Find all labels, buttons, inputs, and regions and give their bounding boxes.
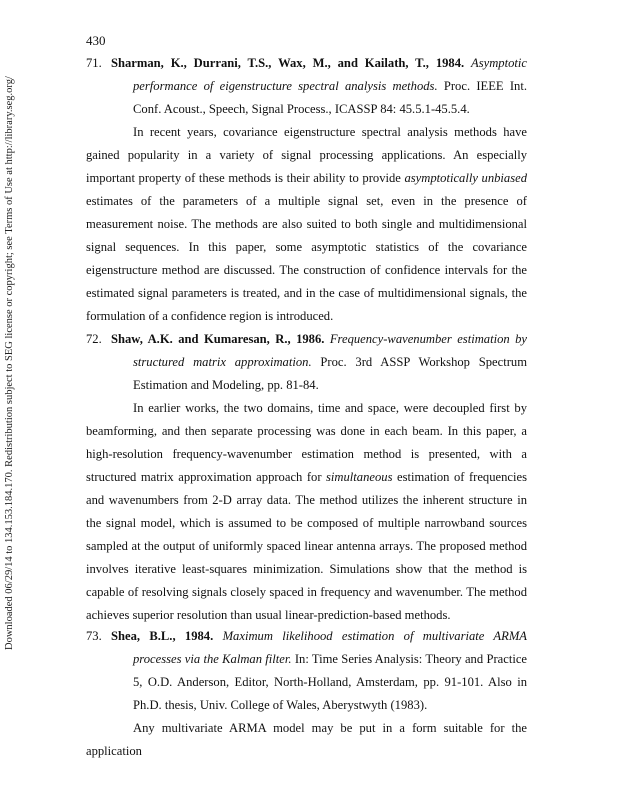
reference-abstract [86,121,527,328]
reference-entry-73 [86,625,527,763]
reference-authors: Shaw, A.K. and Kumaresan, R., 1986. [111,332,325,346]
abstract-text: In recent years, covariance eigenstructure spectral analysis methods have gained popularity in a variety of signal processing applications. An especially important property of these methods is their ability to provide [86,125,527,185]
reference-source: In: Time Series Analysis: Theory and Practice 5, O.D. Anderson, Editor, North-Holland, Amsterdam, pp. 91-101. Also in Ph.D. thesis, Univ. College of Wales, Aberystwyth (1983). [133,652,527,712]
reference-number: 73. [86,629,102,643]
reference-citation [86,328,527,397]
reference-citation [86,625,527,717]
download-watermark: Downloaded 06/29/14 to 134.153.184.170. Redistribution subject to SEG license or copyright; see Terms of Use at http://library.seg.org/ [4,76,15,650]
reference-entry-71 [86,52,527,328]
abstract-text: estimation of frequencies and wavenumbers from 2-D array data. The method utilizes the inherent structure in the signal model, which is assumed to be composed of multiple narrowband sources sampled at the output of uniformly spaced linear antenna arrays. The proposed method involves iterative least-squares minimization. Simulations show that the method is capable of resolving signals closely spaced in frequency and wavenumber. The method achieves superior resolution than usual linear-prediction-based methods. [86,470,527,622]
reference-authors: Shea, B.L., 1984. [111,629,214,643]
abstract-emphasis: simultaneous [326,470,393,484]
reference-abstract [86,717,527,763]
abstract-text: estimates of the parameters of a multiple signal set, even in the presence of measurement noise. The methods are also suited to both single and multidimensional signal sequences. In this paper, some asymptotic statistics of the covariance eigenstructure method are discussed. The construction of confidence intervals for the estimated signal parameters is treated, and in the case of multidimensional signals, the formulation of a confidence region is introduced. [86,194,527,323]
reference-authors: Sharman, K., Durrani, T.S., Wax, M., and Kailath, T., 1984. [111,56,465,70]
reference-title: Frequency-wavenumber estimation by structured matrix approximation. [133,332,527,369]
reference-number: 71. [86,56,102,70]
reference-source: Proc. 3rd ASSP Workshop Spectrum Estimation and Modeling, pp. 81-84. [133,355,528,392]
abstract-text: Any multivariate ARMA model may be put in a form suitable for the application [86,721,527,758]
reference-title: Maximum likelihood estimation of multivariate ARMA processes via the Kalman filter. [133,629,528,666]
abstract-text: In earlier works, the two domains, time and space, were decoupled first by beamforming, and then separate processing was done in each beam. In this paper, a high-resolution frequency-wavenumber estimation method is presented, with a structured matrix approximation approach for [86,401,527,484]
reference-number: 72. [86,332,102,346]
reference-entry-72 [86,328,527,627]
reference-citation [86,52,527,121]
reference-title: Asymptotic performance of eigenstructure spectral analysis methods. [133,56,527,93]
reference-source: Proc. IEEE Int. Conf. Acoust., Speech, Signal Process., ICASSP 84: 45.5.1-45.5.4. [133,79,527,116]
page-number: 430 [86,33,106,48]
abstract-emphasis: asymptotically unbiased [404,171,527,185]
reference-abstract [86,397,527,627]
